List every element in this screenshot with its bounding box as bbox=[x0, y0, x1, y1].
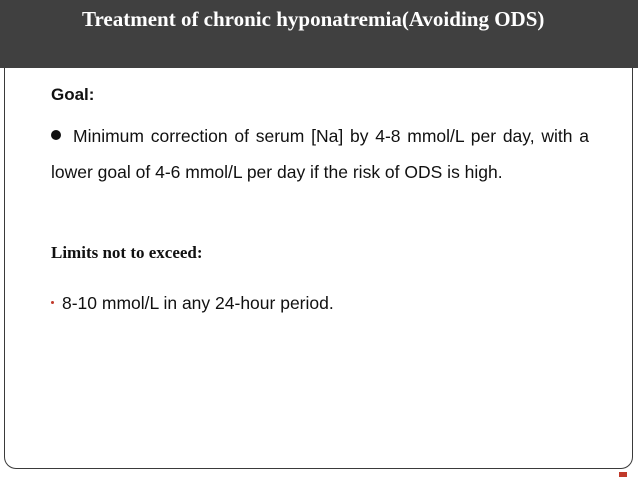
goal-bullet-item bbox=[51, 118, 589, 190]
slide-title: Treatment of chronic hyponatremia(Avoiding ODS) bbox=[82, 7, 545, 31]
limits-heading: Limits not to exceed: bbox=[51, 243, 203, 262]
small-bullet-icon bbox=[51, 301, 54, 304]
limits-list-item bbox=[51, 291, 334, 315]
title-bar bbox=[0, 0, 638, 68]
bullet-dot-icon bbox=[51, 130, 61, 140]
goal-heading: Goal: bbox=[51, 85, 95, 104]
goal-bullet-text: Minimum correction of serum [Na] by 4-8 mmol/L per day, with a lower goal of 4-6 mmol/L per day if the risk of ODS is high. bbox=[51, 126, 589, 182]
slide-corner-mark bbox=[619, 472, 627, 477]
slide-frame bbox=[4, 0, 633, 469]
limits-item-text: 8-10 mmol/L in any 24-hour period. bbox=[62, 293, 334, 313]
